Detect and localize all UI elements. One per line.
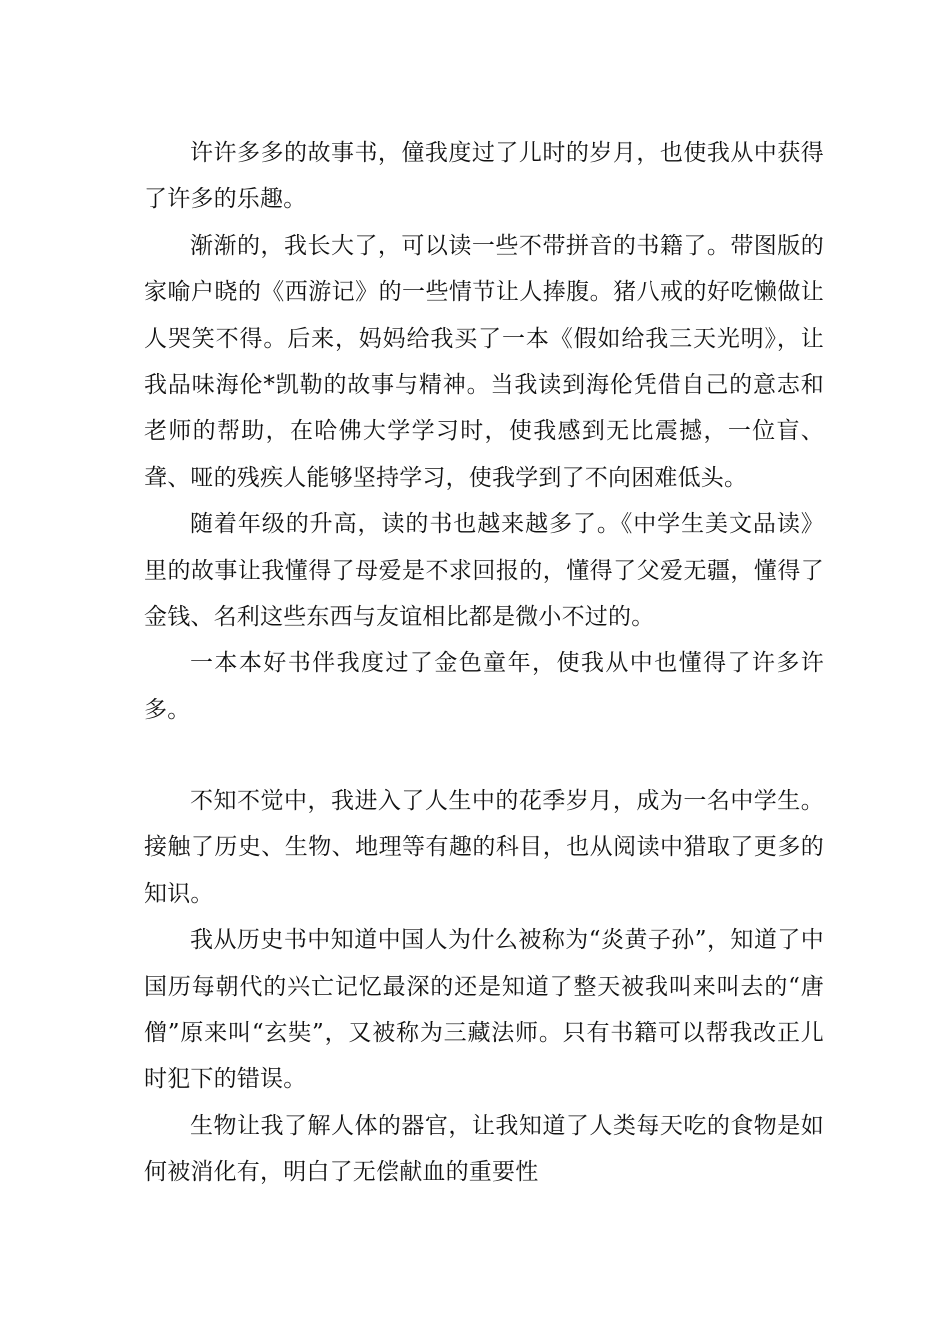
essay-section-2 [144,778,824,1196]
paragraph: 不知不觉中，我进入了人生中的花季岁月，成为一名中学生。接触了历史、生物、地理等有趣的科目，也从阅读中猎取了更多的知识。 [144,788,824,907]
paragraph: 一本本好书伴我度过了金色童年，使我从中也懂得了许多许多。 [144,650,824,723]
paragraph: 随着年级的升高，读的书也越来越多了。《中学生美文品读》里的故事让我懂得了母爱是不求回报的，懂得了父爱无疆，懂得了金钱、名利这些东西与友谊相比都是微小不过的。 [144,511,824,631]
paragraph: 生物让我了解人体的器官，让我知道了人类每天吃的食物是如何被消化有，明白了无偿献血的重要性 [144,1112,824,1186]
paragraph: 许许多多的故事书，僮我度过了儿时的岁月，也使我从中获得了许多的乐趣。 [144,140,824,213]
essay-section-1 [144,130,824,733]
paragraph: 渐渐的，我长大了，可以读一些不带拼音的书籍了。带图版的家喻户晓的《西游记》的一些情节让人捧腹。猪八戒的好吃懒做让人哭笑不得。后来，妈妈给我买了一本《假如给我三天光明》，让我品味海伦*凯勒的故事与精神。当我读到海伦凭借自己的意志和老师的帮助，在哈佛大学学习时，使我感到无比震撼，一位盲、聋、哑的残疾人能够坚持学习，使我学到了不向困难低头。 [144,232,824,491]
paragraph: 我从历史书中知道中国人为什么被称为“炎黄子孙”，知道了中国历每朝代的兴亡记忆最深的还是知道了整天被我叫来叫去的“唐僧”原来叫“玄奘”，又被称为三藏法师。只有书籍可以帮我改正儿时犯下的错误。 [144,927,824,1093]
